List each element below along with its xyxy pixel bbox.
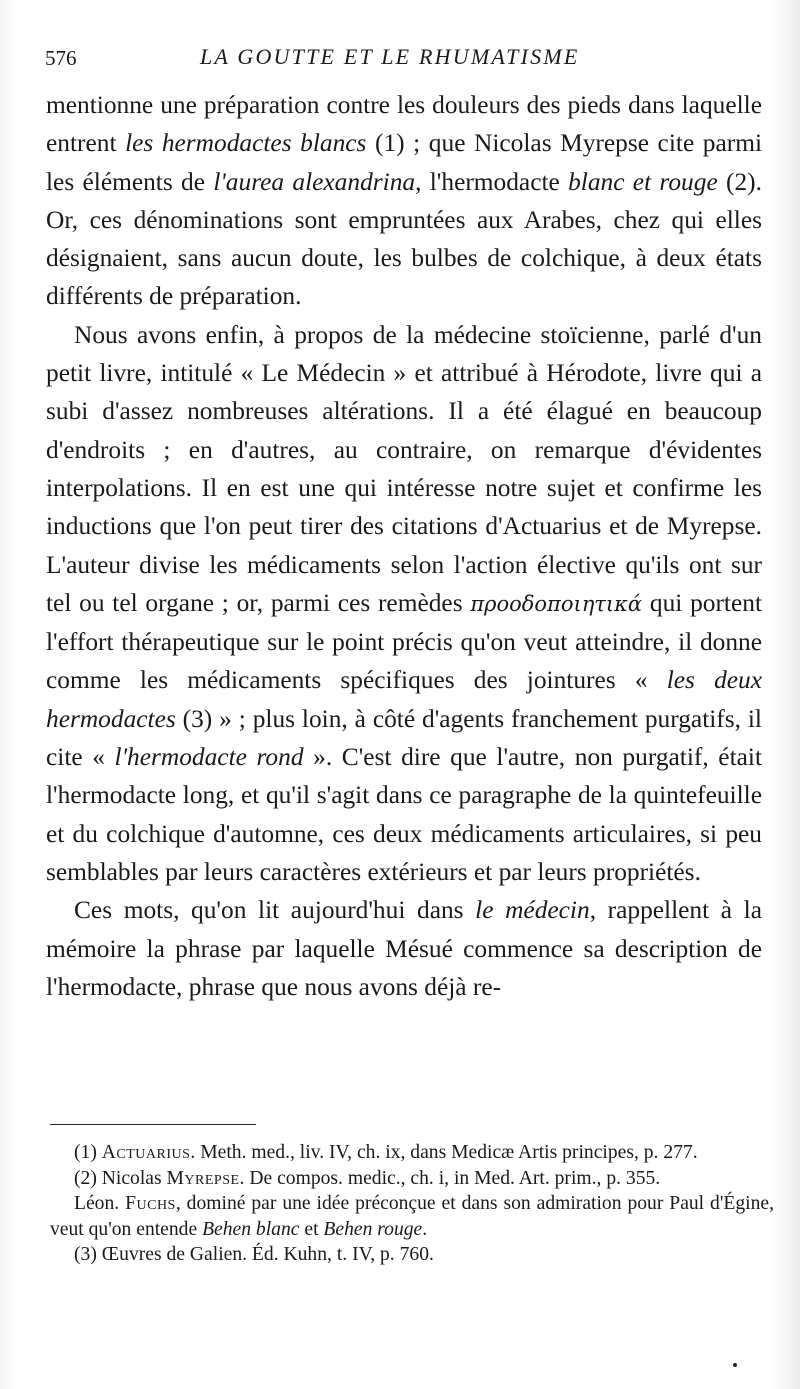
- page-header: [45, 42, 760, 72]
- text-run: . Meth. med., liv. IV, ch. ix, dans Medicæ Artis principes, p. 277.: [190, 1142, 698, 1163]
- text-run: .: [422, 1218, 428, 1240]
- footnote-3: (3) Œuvres de Galien. Éd. Kuhn, t. IV, p. 760.: [74, 1244, 434, 1266]
- italic-run: les hermodactes blancs: [125, 129, 367, 158]
- footnote-2: [50, 1166, 774, 1192]
- text-run: , dominé par une idée préconçue et dans son admiration pour Paul d'Égine, veut qu'on entende: [50, 1193, 774, 1240]
- author-name: Myrepse: [166, 1167, 240, 1189]
- greek-term: προοδοποιητικά: [470, 591, 643, 616]
- paragraph-2: [46, 316, 762, 891]
- text-run: Ces mots, qu'on lit aujourd'hui dans: [74, 896, 476, 925]
- italic-run: Behen blanc: [202, 1218, 300, 1240]
- italic-run: l'hermodacte rond: [114, 743, 304, 772]
- text-run: , l'hermodacte: [415, 167, 569, 196]
- author-name: Actuarius: [101, 1142, 191, 1163]
- text-run: . De compos. medic., ch. i, in Med. Art. prim., p. 355.: [239, 1167, 661, 1189]
- page-number: 576: [45, 46, 77, 70]
- italic-run: blanc et rouge: [568, 167, 718, 196]
- text-run: (2) Nicolas: [74, 1167, 167, 1189]
- text-run: , rappellent à la mémoire la phrase par laquelle Mésué commence sa description de l'hermodacte, phrase que nous avons déjà re-: [46, 896, 762, 1001]
- footnote-1: [50, 1140, 774, 1166]
- text-run: et: [299, 1218, 324, 1240]
- text-run: ». C'est dire que l'autre, non purgatif, était l'hermodacte long, et qu'il s'agit dans ce paragraphe de la quintefeuille et du colchique d'automne, ces deux médicaments articulaires, si peu semblables par leurs caractères extérieurs et par leurs propriétés.: [46, 743, 763, 886]
- paragraph-3: [46, 891, 762, 1006]
- italic-run: le médecin: [475, 896, 590, 925]
- text-run: mentionne une préparation contre les douleurs des pieds dans laquelle entrent: [46, 91, 762, 158]
- text-run: (2). Or, ces dénominations sont empruntées aux Arabes, chez qui elles désignaient, sans aucun doute, les bulbes de colchique, à deux états différents de préparation.: [46, 167, 762, 311]
- print-speck: [733, 1363, 737, 1367]
- footnote-separator: [50, 1124, 256, 1125]
- paragraph-1: [46, 86, 762, 316]
- author-name: Fuchs: [125, 1193, 176, 1215]
- italic-run: Behen rouge: [323, 1218, 423, 1240]
- footnote-2-continuation: [50, 1191, 774, 1242]
- italic-run: l'aurea alexandrina: [213, 167, 416, 196]
- text-run: (1): [74, 1142, 102, 1163]
- text-run: qui portent l'effort thérapeutique sur le point précis qu'on veut atteindre, il donne comme les médicaments spécifiques des jointures «: [46, 588, 762, 695]
- running-title: LA GOUTTE ET LE RHUMATISME: [200, 44, 580, 69]
- text-run: (3) » ; plus loin, à côté d'agents franchement purgatifs, il cite «: [46, 704, 762, 772]
- body-text: [46, 86, 762, 1006]
- text-run: (1) ; que Nicolas Myrepse cite parmi les éléments de: [46, 129, 762, 196]
- footnotes: [50, 1140, 774, 1268]
- italic-run: les deux hermodactes: [46, 666, 763, 733]
- text-run: Léon.: [74, 1193, 126, 1215]
- text-run: Nous avons enfin, à propos de la médecine stoïcienne, parlé d'un petit livre, intitulé « Le Médecin » et attribué à Hérodote, livre qui a subi d'assez nombreuses altérations. Il a été élagué en beaucoup d'endroits ; en d'autres, au contraire, on remarque d'évidentes interpolations. Il en est une qui intéresse notre sujet et confirme les inductions que l'on peut tirer des citations d'Actuarius et de Myrepse. L'auteur divise les médicaments selon l'action élective qu'ils ont sur tel ou tel organe ; or, parmi ces remèdes: [46, 320, 762, 617]
